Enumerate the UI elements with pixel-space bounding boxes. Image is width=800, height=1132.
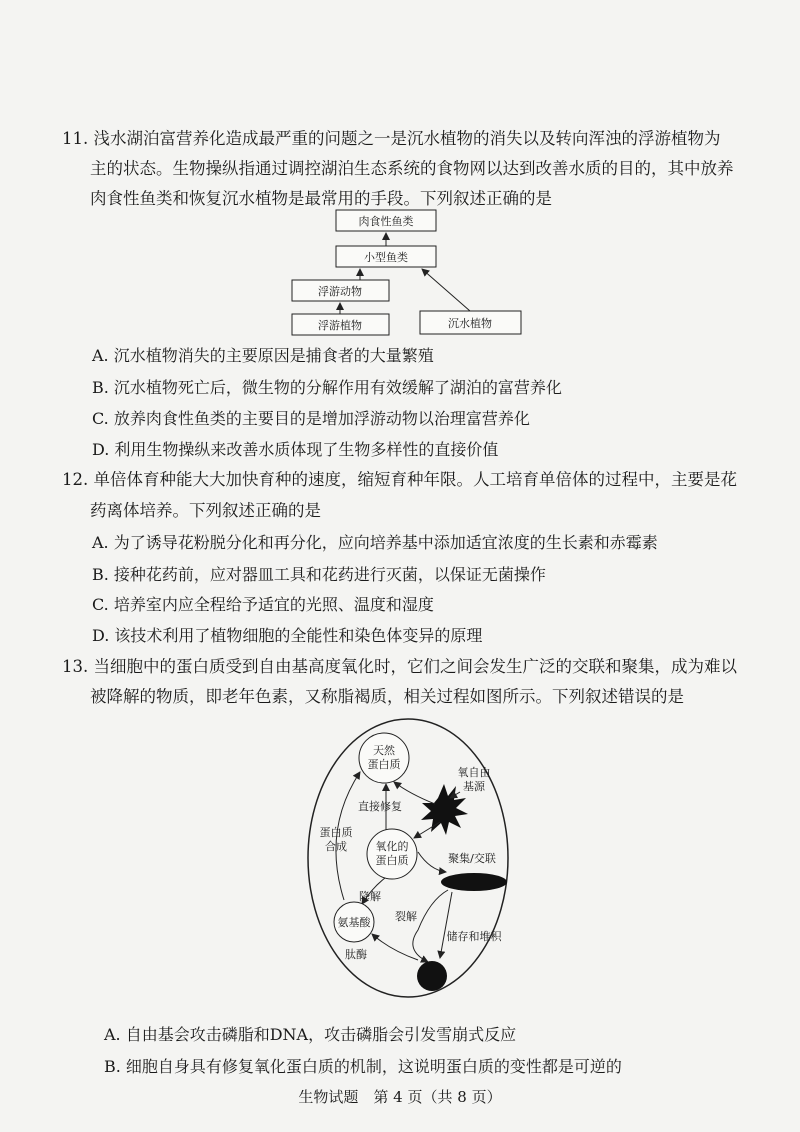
- q12-option-b: B. 接种花药前，应对器皿工具和花药进行灭菌，以保证无菌操作: [92, 565, 546, 584]
- q13-stem-line1: 13. 当细胞中的蛋白质受到自由基高度氧化时，它们之间会发生广泛的交联和聚集，成为难以: [62, 657, 737, 676]
- arrow-burst-to-oxidized: [414, 822, 440, 838]
- oxidized-protein-label-2: 蛋白质: [375, 854, 409, 867]
- q12-stem-line2: 药离体培养。下列叙述正确的是: [90, 501, 321, 520]
- aggregation-label: 聚集/交联: [448, 852, 496, 865]
- free-radical-burst-icon: [421, 784, 468, 835]
- q11-option-a: A. 沉水植物消失的主要原因是捕食者的大量繁殖: [92, 346, 434, 365]
- synthesis-label-1: 蛋白质: [319, 826, 353, 839]
- label-carnivore-fish: 肉食性鱼类: [358, 215, 414, 228]
- q12-option-c: C. 培养室内应全程给予适宜的光照、温度和湿度: [92, 595, 434, 614]
- amino-acid-label: 氨基酸: [337, 916, 371, 929]
- natural-protein-label-1: 天然: [373, 744, 395, 757]
- q12-option-d: D. 该技术利用了植物细胞的全能性和染色体变异的原理: [92, 626, 483, 645]
- degradation-label: 降解: [359, 890, 381, 903]
- oxidized-protein-label-1: 氧化的: [375, 840, 409, 853]
- q11-stem-line2: 主的状态。生物操纵指通过调控湖泊生态系统的食物网以达到改善水质的目的，其中放养: [90, 159, 734, 178]
- q11-option-b: B. 沉水植物死亡后，微生物的分解作用有效缓解了湖泊的富营养化: [92, 378, 562, 397]
- cleavage-label: 裂解: [395, 910, 417, 923]
- q11-stem-line3: 肉食性鱼类和恢复沉水植物是最常用的手段。下列叙述正确的是: [90, 189, 552, 208]
- oxygen-radical-label-1: 氧自由: [457, 766, 491, 779]
- q11-option-c: C. 放养肉食性鱼类的主要目的是增加浮游动物以治理富营养化: [92, 409, 530, 428]
- lipofuscin-granule: [417, 961, 447, 991]
- arrow-to-aggregation: [418, 852, 446, 872]
- q13-option-a: A. 自由基会攻击磷脂和DNA，攻击磷脂会引发雪崩式反应: [104, 1025, 517, 1044]
- q12-stem-line1: 12. 单倍体育种能大大加快育种的速度，缩短育种年限。人工培育单倍体的过程中，主要是花: [62, 470, 737, 489]
- label-phytoplankton: 浮游植物: [318, 319, 362, 332]
- synthesis-label-2: 合成: [325, 840, 347, 853]
- oxygen-radical-label-2: 基源: [463, 780, 485, 793]
- q12-option-a: A. 为了诱导花粉脱分化和再分化，应向培养基中添加适宜浓度的生长素和赤霉素: [92, 533, 658, 552]
- storage-label: 储存和堆积: [446, 930, 502, 943]
- arrow-cleavage: [413, 890, 448, 962]
- natural-protein-label-2: 蛋白质: [367, 758, 401, 771]
- q11-option-d: D. 利用生物操纵来改善水质体现了生物多样性的直接价值: [92, 440, 499, 459]
- peptidase-label: 肽酶: [345, 948, 367, 961]
- q13-option-b: B. 细胞自身具有修复氧化蛋白质的机制，这说明蛋白质的变性都是可逆的: [104, 1057, 622, 1076]
- direct-repair-label: 直接修复: [358, 800, 402, 813]
- aggregate-blob: [441, 873, 507, 891]
- q13-stem-line2: 被降解的物质，即老年色素，又称脂褐质，相关过程如图所示。下列叙述错误的是: [90, 687, 684, 706]
- arrow-storage: [440, 892, 452, 958]
- label-zooplankton: 浮游动物: [318, 285, 362, 298]
- label-submerged-plants: 沉水植物: [448, 317, 492, 330]
- label-small-fish: 小型鱼类: [364, 251, 408, 264]
- q11-stem-line1: 11. 浅水湖泊富营养化造成最严重的问题之一是沉水植物的消失以及转向浑浊的浮游植物为: [62, 129, 721, 148]
- page-footer: 生物试题 第 4 页（共 8 页）: [298, 1088, 502, 1106]
- arrow-peptidase: [372, 934, 418, 960]
